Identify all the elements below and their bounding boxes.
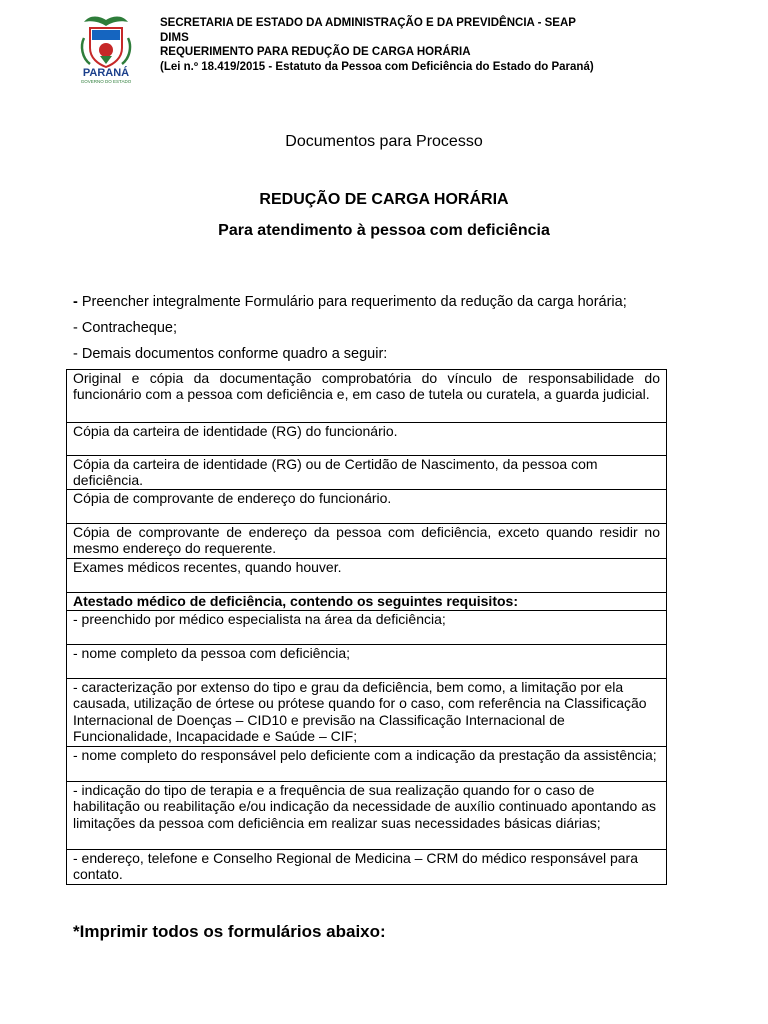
parana-coat-of-arms-logo <box>70 14 142 84</box>
table-row-heading: Atestado médico de deficiência, contendo os seguintes requisitos: <box>67 592 666 610</box>
page-subtitle-2: Para atendimento à pessoa com deficiência <box>218 222 550 239</box>
header-line-secretaria: SECRETARIA DE ESTADO DA ADMINISTRAÇÃO E DA PREVIDÊNCIA - SEAP <box>160 17 576 29</box>
table-row: - endereço, telefone e Conselho Regional de Medicina – CRM do médico responsável para contato. <box>67 849 666 884</box>
table-row: Cópia de comprovante de endereço da pessoa com deficiência, exceto quando residir no mesmo endereço do requerente. <box>67 523 666 558</box>
svg-text:GOVERNO DO ESTADO: GOVERNO DO ESTADO <box>80 79 132 84</box>
list-item: - Preencher integralmente Formulário para requerimento da redução da carga horária; <box>73 294 627 310</box>
table-row: Original e cópia da documentação comprobatória do vínculo de responsabilidade do funcionário com a pessoa com deficiência e, em caso de tutela ou curatela, a guarda judicial. <box>73 370 660 403</box>
table-row: Cópia da carteira de identidade (RG) ou de Certidão de Nascimento, da pessoa com deficiência. <box>67 455 666 489</box>
list-item: - Demais documentos conforme quadro a seguir: <box>73 346 388 362</box>
header-line-requerimento: REQUERIMENTO PARA REDUÇÃO DE CARGA HORÁRIA <box>160 46 471 58</box>
page-subtitle: REDUÇÃO DE CARGA HORÁRIA <box>259 191 509 208</box>
list-item: - Contracheque; <box>73 320 177 336</box>
page-title: Documentos para Processo <box>285 133 483 150</box>
table-row: - indicação do tipo de terapia e a frequência de sua realização quando for o caso de habilitação ou reabilitação e/ou indicação da necessidade de auxílio continuado apontando as limitações da pessoa com deficiência em realizar suas necessidades básicas diárias; <box>67 781 666 849</box>
table-row: - caracterização por extenso do tipo e grau da deficiência, bem como, a limitação por ela causada, utilização de órtese ou prótese quando for o caso, com referência na Classificação Internacional de Doenças – CID10 e previsão na Classificação Internacional de Funcionalidade, Incapacidade e Saúde – CIF; <box>67 678 666 746</box>
svg-text:PARANÁ: PARANÁ <box>82 67 130 79</box>
bullet-list <box>73 292 627 370</box>
documents-table <box>66 369 667 885</box>
table-row: - preenchido por médico especialista na área da deficiência; <box>67 610 666 644</box>
table-row: Cópia da carteira de identidade (RG) do funcionário. <box>67 422 666 455</box>
table-row: Exames médicos recentes, quando houver. <box>67 558 666 592</box>
header-line-dims: DIMS <box>160 31 189 44</box>
table-row: - nome completo do responsável pelo deficiente com a indicação da prestação da assistência; <box>67 746 666 781</box>
table-row: - nome completo da pessoa com deficiência; <box>67 644 666 678</box>
document-header <box>160 16 760 74</box>
table-row: Cópia de comprovante de endereço do funcionário. <box>67 489 666 523</box>
print-instruction: *Imprimir todos os formulários abaixo: <box>73 922 386 941</box>
header-line-lei: (Lei n.º 18.419/2015 - Estatuto da Pessoa com Deficiência do Estado do Paraná) <box>160 60 594 73</box>
